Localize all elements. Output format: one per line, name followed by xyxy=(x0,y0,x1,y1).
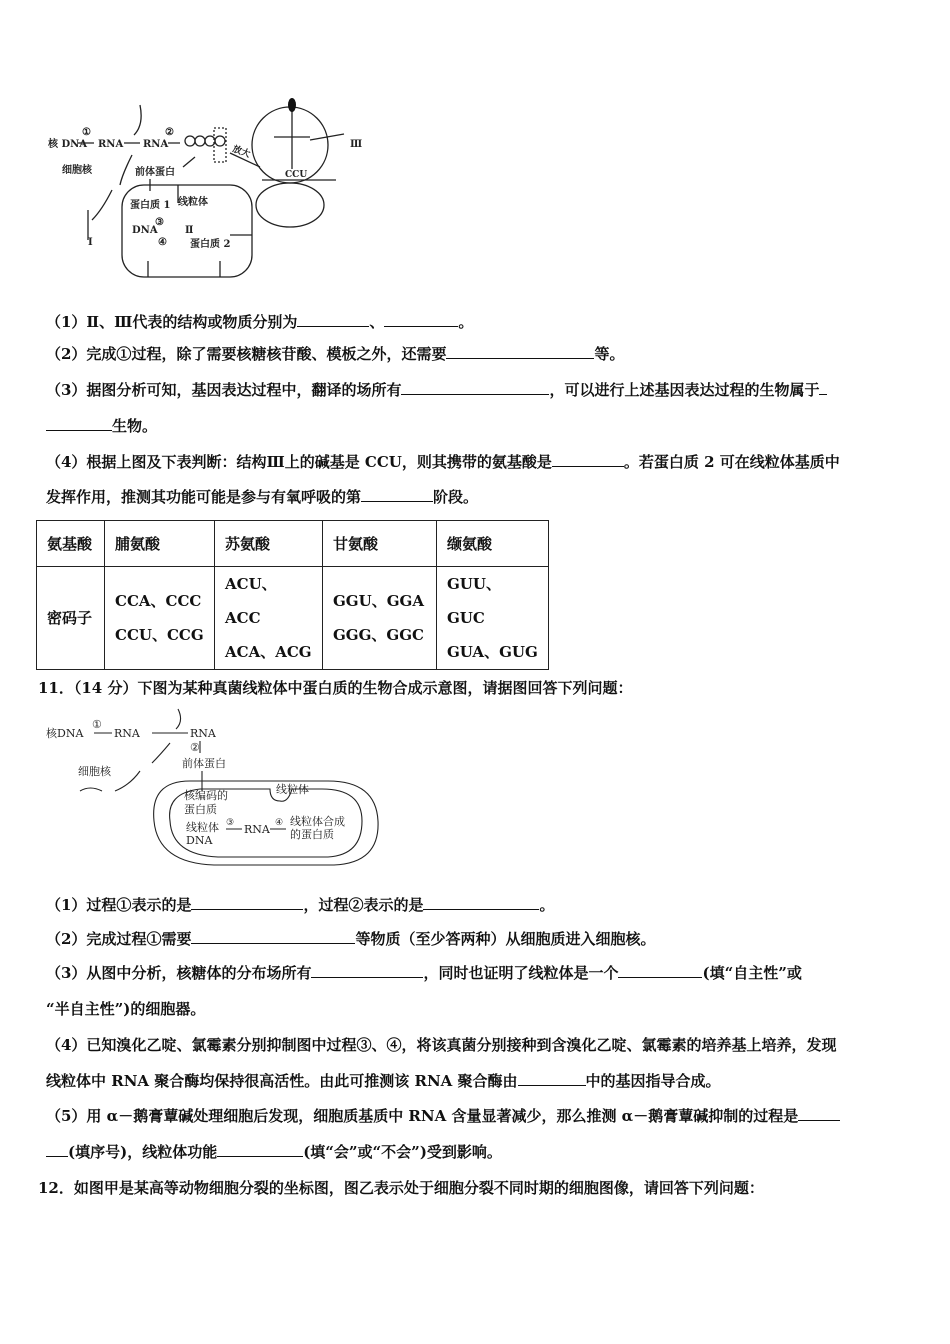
answer-blank[interactable] xyxy=(297,312,369,327)
svg-text:线粒体合成: 线粒体合成 xyxy=(290,815,345,828)
q11-title: 11．（14 分）下图为某种真菌线粒体中蛋白质的生物合成示意图，请据图回答下列问题： xyxy=(38,679,633,697)
svg-text:DNA: DNA xyxy=(132,225,158,236)
codon-table xyxy=(36,520,549,670)
svg-text:CCU: CCU xyxy=(285,170,308,180)
q11-part5-cont: (填序号)，线粒体功能 (填“会”或“不会”)受到影响。 xyxy=(46,1142,502,1162)
svg-text:RNA: RNA xyxy=(143,139,169,150)
svg-text:④: ④ xyxy=(275,818,284,828)
answer-blank[interactable] xyxy=(446,344,594,359)
svg-text:细胞核: 细胞核 xyxy=(62,165,92,176)
gene-expression-diagram-1 xyxy=(40,95,370,285)
q11-part2: （2）完成过程①需要 等物质（至少答两种）从细胞质进入细胞核。 xyxy=(46,930,656,948)
answer-blank[interactable] xyxy=(46,1142,68,1157)
table-row xyxy=(37,567,549,670)
table-cell: 密码子 xyxy=(37,567,105,670)
answer-blank[interactable] xyxy=(552,452,624,467)
svg-text:蛋白质: 蛋白质 xyxy=(184,803,217,816)
q10-part2: （2）完成①过程，除了需要核糖核苷酸、模板之外，还需要 等。 xyxy=(46,345,625,363)
q11-part5: （5）用 α－鹅膏蕈碱处理细胞后发现，细胞质基质中 RNA 含量显著减少，那么推测 α－鹅膏蕈碱抑制的过程是 xyxy=(46,1106,840,1126)
q10-part1: （1）Ⅱ、Ⅲ代表的结构或物质分别为 、 。 xyxy=(46,313,474,331)
answer-blank[interactable] xyxy=(401,380,549,395)
answer-blank[interactable] xyxy=(191,895,303,910)
svg-text:核编码的: 核编码的 xyxy=(184,789,228,802)
answer-blank[interactable] xyxy=(819,380,827,395)
svg-text:的蛋白质: 的蛋白质 xyxy=(290,828,334,841)
answer-blank[interactable] xyxy=(618,963,702,978)
q10-part4: （4）根据上图及下表判断：结构Ⅲ上的碱基是 CCU，则其携带的氨基酸是 。若蛋白质 2 可在线粒体基质中 xyxy=(46,453,840,471)
svg-text:线粒体: 线粒体 xyxy=(178,197,208,208)
svg-text:蛋白质 1: 蛋白质 1 xyxy=(130,200,171,211)
table-header: 缬氨酸 xyxy=(437,521,549,567)
answer-blank[interactable] xyxy=(384,312,458,327)
svg-text:前体蛋白: 前体蛋白 xyxy=(135,167,175,178)
svg-text:①: ① xyxy=(82,127,91,138)
svg-text:③: ③ xyxy=(155,217,164,228)
answer-blank[interactable] xyxy=(798,1106,840,1121)
svg-text:线粒体: 线粒体 xyxy=(186,821,219,834)
svg-text:蛋白质 2: 蛋白质 2 xyxy=(190,239,231,250)
mitochondria-protein-diagram xyxy=(40,703,380,868)
svg-text:核 DNA: 核 DNA xyxy=(48,139,88,150)
svg-text:放大: 放大 xyxy=(230,144,252,160)
svg-text:①: ① xyxy=(92,718,102,731)
q10-part4-cont: 发挥作用，推测其功能可能是参与有氧呼吸的第 阶段。 xyxy=(46,488,479,506)
answer-blank[interactable] xyxy=(311,963,423,978)
svg-text:线粒体: 线粒体 xyxy=(276,783,309,796)
table-cell: GGU、GGA GGG、GGC xyxy=(323,567,437,670)
table-header: 脯氨酸 xyxy=(105,521,215,567)
q11-part4: （4）已知溴化乙啶、氯霉素分别抑制图中过程③、④，将该真菌分别接种到含溴化乙啶、氯霉素的培养基上培养，发现 xyxy=(46,1036,837,1054)
svg-text:RNA: RNA xyxy=(244,823,270,836)
svg-text:DNA: DNA xyxy=(186,834,213,847)
answer-blank[interactable] xyxy=(423,895,539,910)
answer-blank[interactable] xyxy=(46,416,112,431)
q11-part3: （3）从图中分析，核糖体的分布场所有 ，同时也证明了线粒体是一个 (填“自主性”或 xyxy=(46,964,802,982)
svg-text:RNA: RNA xyxy=(98,139,124,150)
q11-part4-cont: 线粒体中 RNA 聚合酶均保持很高活性。由此可推测该 RNA 聚合酶由 中的基因指导合成。 xyxy=(46,1072,721,1090)
svg-text:③: ③ xyxy=(226,818,235,828)
table-header-row xyxy=(37,521,549,567)
svg-text:RNA: RNA xyxy=(114,727,140,740)
table-cell: ACU、ACC ACA、ACG xyxy=(215,567,323,670)
answer-blank[interactable] xyxy=(191,929,355,944)
svg-text:Ⅱ: Ⅱ xyxy=(185,225,194,236)
table-header: 氨基酸 xyxy=(37,521,105,567)
q11-part3-cont: “半自主性”)的细胞器。 xyxy=(46,1000,206,1018)
svg-text:Ⅲ: Ⅲ xyxy=(350,139,363,150)
answer-blank[interactable] xyxy=(217,1142,303,1157)
table-cell: GUU、GUC GUA、GUG xyxy=(437,567,549,670)
table-cell: CCA、CCC CCU、CCG xyxy=(105,567,215,670)
svg-text:②: ② xyxy=(165,127,174,138)
q12-title: 12．如图甲是某高等动物细胞分裂的坐标图，图乙表示处于细胞分裂不同时期的细胞图像，请回答下列问题： xyxy=(38,1179,764,1197)
table-header: 甘氨酸 xyxy=(323,521,437,567)
svg-text:核DNA: 核DNA xyxy=(46,727,84,740)
svg-text:前体蛋白: 前体蛋白 xyxy=(182,757,226,770)
svg-text:细胞核: 细胞核 xyxy=(78,765,111,778)
svg-text:RNA: RNA xyxy=(190,727,216,740)
svg-text:④: ④ xyxy=(158,237,167,248)
q11-part1: （1）过程①表示的是 ，过程②表示的是 。 xyxy=(46,896,555,914)
table-header: 苏氨酸 xyxy=(215,521,323,567)
answer-blank[interactable] xyxy=(518,1071,586,1086)
q10-part3: （3）据图分析可知，基因表达过程中，翻译的场所有 ，可以进行上述基因表达过程的生物属于 xyxy=(46,380,827,400)
svg-text:②: ② xyxy=(190,741,200,754)
svg-text:Ⅰ: Ⅰ xyxy=(88,237,93,248)
answer-blank[interactable] xyxy=(361,487,433,502)
q10-part3-cont: 生物。 xyxy=(46,416,157,436)
